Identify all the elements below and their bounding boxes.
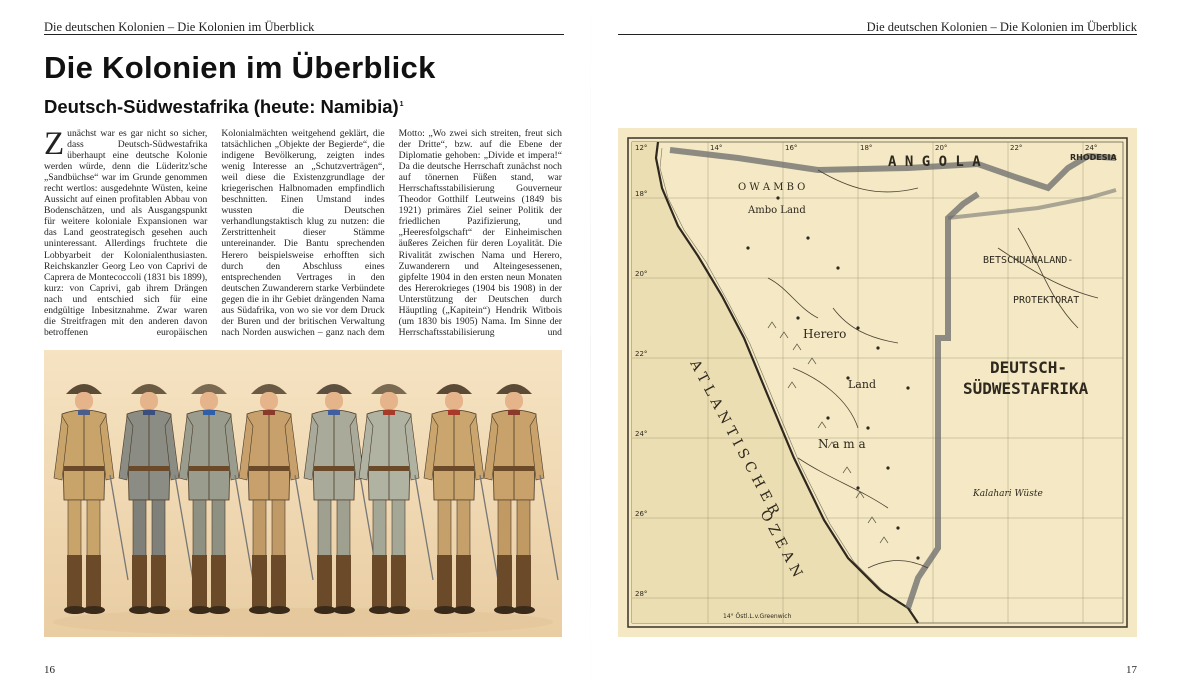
header-rule-left: [44, 34, 564, 35]
map-latitude-label: 26°: [635, 510, 648, 518]
map-label-angola: A N G O L A: [888, 154, 981, 170]
map-label-rhodesia: RHODESIA: [1070, 153, 1117, 162]
map-svg: [618, 128, 1137, 637]
map-latitude-label: 22°: [635, 350, 648, 358]
map-label-kalahari: Kalahari Wüste: [973, 489, 1043, 499]
subtitle-text: Deutsch-Südwestafrika (heute: Namibia): [44, 96, 399, 117]
map-latitude-label: 24°: [635, 430, 648, 438]
running-header-left: Die deutschen Kolonien – Die Kolonien im Überblick: [44, 20, 315, 34]
map-label-atlantischer: ATLANTISCHER: [686, 357, 785, 523]
drop-cap: Z: [44, 128, 65, 162]
map-label-betschuana: BETSCHUANALAND-: [983, 255, 1074, 266]
article-paragraph: [44, 128, 562, 340]
page-number-left: 16: [44, 664, 55, 676]
map-label-amboland: Ambo Land: [748, 205, 806, 216]
map-label-ozean: OZEAN: [756, 507, 808, 585]
map-label-nama: N a m a: [818, 437, 866, 451]
gutter: [590, 0, 591, 700]
map-latitude-label: 18°: [635, 190, 648, 198]
article-body: [44, 128, 562, 340]
map-label-land: Land: [848, 378, 876, 391]
map-longitude-label: 16°: [785, 144, 798, 152]
map-longitude-label: 22°: [1010, 144, 1023, 152]
section-subtitle: [44, 96, 404, 118]
map-longitude-label: 18°: [860, 144, 873, 152]
map-latitude-label: 28°: [635, 590, 648, 598]
article-text: unächst war es gar nicht so sicher, dass Deutsch-Südwestafrika überhaupt eine deutsche Kolonie werden würde, denn die Lüderitz'sche „Sandbüchse“ war im Grunde genommen recht wertlos: ausgedehnte Wüsten, keine Aussicht auf einen profitablen Abbau von Bodenschätzen, und als Ausgangspunkt für weitere koloniale Expansionen war das Land geostrategisch gesehen auch uninteressant. Allerdings fruchtete die Lobbyarbeit der Kolonialenthusiasten. Reichskanzler Georg Leo von Caprivi de Caprera de Montecoccoli (1831 bis 1899), kurz: von Caprivi, gab ihrem Drängen nach und entschied sich für eine endgültige Inbesitznahme. Zwar waren die Streitfragen mit den anderen davon betroffenen europäischen Kolonialmächten weitgehend geklärt, die tatsächlichen „Objekte der Begierde“, die indigene Bevölkerung, zeigten indes wenig Interesse an „Schutzverträgen“, weil diese die Existenzgrundlage der kriegerischen Halbnomaden empfindlich beschnitten. Einen Umstand indes wussten die Deutschen verhandlungstaktisch klug zu nutzen: die Zerstrittenheit dieser Stämme untereinander. Die Bantu sprechenden Herero beispielsweise erhofften sich durch den Abschluss eines entsprechenden Vertrages in den deutschen Zuwanderern starke Verbündete gegen die in ihr Gebiet drängenden Nama aus Südafrika, von wo sie vor dem Druck der Buren und der britischen Verwaltung nach Norden auswichen – ganz nach dem Motto: „Wo zwei sich streiten, freut sich der Dritte“, bzw. auf die Ebene der Diplomatie gehoben: „Divide et impera!“ Da die deutsche Herrschaft zunächst noch auf tönernen Füßen stand, war Herrschaftsstabilisierung Gouverneur Theodor Gotthilf Leutweins (1849 bis 1921) primäres Ziel seiner Politik der friedlichen Pazifizierung, und „Heeresfolgschaft“ der Einheimischen äußeres Zeichen für deren Loyalität. Die Rivalität zwischen Nama und Herero, Zuwanderern und Alteingesessenen, gipfelte 1904 in den ersten neun Monaten des Hererokrieges (1904 bis 1908) in der Unterstützung der Deutschen durch Häuptling („Kapitein“) Hendrik Witbois (um 1830 bis 1905) Nama. Im Sinne der Herrschaftsstabilisierung und: [44, 128, 562, 338]
map-longitude-label: 20°: [935, 144, 948, 152]
running-header-right: Die deutschen Kolonien – Die Kolonien im Überblick: [866, 20, 1137, 34]
historic-map: [618, 128, 1137, 637]
map-latitude-label: 20°: [635, 270, 648, 278]
uniforms-illustration: [44, 350, 562, 637]
uniforms-svg: [44, 350, 562, 637]
map-longitude-label: 24°: [1085, 144, 1098, 152]
footnote-marker: 1: [399, 100, 404, 108]
page-number-right: 17: [1126, 664, 1137, 676]
map-label-herero: Herero: [803, 327, 847, 341]
map-title-line1: DEUTSCH-: [990, 358, 1068, 377]
map-title-line2: SÜDWESTAFRIKA: [963, 379, 1089, 398]
page-title: Die Kolonien im Überblick: [44, 50, 436, 85]
map-longitude-label: 12°: [635, 144, 648, 152]
map-label-ovambo: O W A M B O: [738, 182, 806, 193]
header-rule-right: [618, 34, 1137, 35]
map-label-greenwich: 14° Östl.L.v.Greenwich: [723, 613, 792, 620]
map-longitude-label: 14°: [710, 144, 723, 152]
map-label-protektorat: PROTEKTORAT: [1013, 295, 1080, 306]
